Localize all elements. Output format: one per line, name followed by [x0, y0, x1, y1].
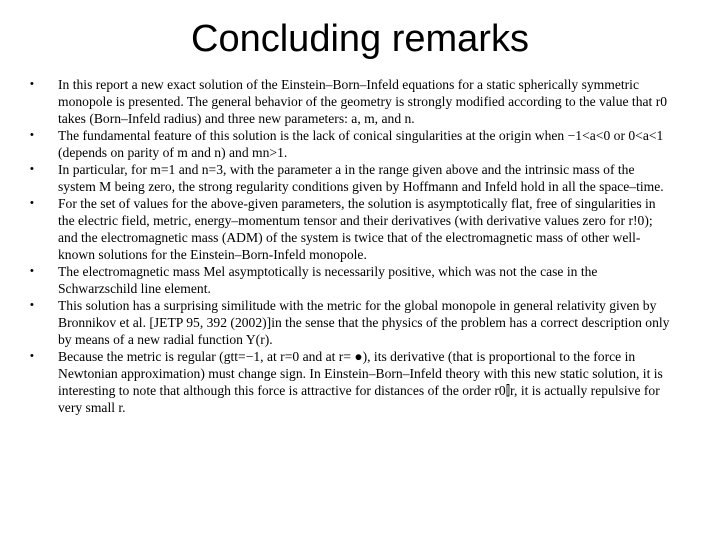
bullet-text: Because the metric is regular (gtt=−1, at r=0 and at r= ●), its derivative (that is proportional to the force in Newtonian approximation) must change sign. In Einstein–Born–Infeld theory with this new static solution, it is interesting to note that although this force is attractive for distances of the order r0⫿r, it is actually repulsive for very small r. [58, 349, 663, 415]
bullet-item [30, 348, 675, 416]
bullet-list [30, 76, 675, 416]
bullet-text: In this report a new exact solution of the Einstein–Born–Infeld equations for a static spherically symmetric monopole is presented. The general behavior of the geometry is strongly modified according to the value that r0 takes (Born–Infeld radius) and three new parameters: a, m, and n. [58, 77, 668, 126]
bullet-icon: • [30, 350, 34, 362]
bullet-text: The electromagnetic mass Mel asymptotically is necessarily positive, which was not the case in the Schwarzschild line element. [58, 264, 598, 296]
bullet-icon: • [30, 129, 34, 141]
bullet-icon: • [30, 197, 34, 209]
bullet-item [30, 76, 675, 127]
bullet-text: The fundamental feature of this solution is the lack of conical singularities at the origin when −1<a<0 or 0<a<1 (depends on parity of m and n) and mn>1. [58, 128, 664, 160]
bullet-text: For the set of values for the above-given parameters, the solution is asymptotically flat, free of singularities in the electric field, metric, energy–momentum tensor and their derivatives (with derivative values zero for r!0); and the electromagnetic mass (ADM) of the system is twice that of the electromagnetic mass of other well-known solutions for the Einstein–Born-Infeld monopole. [58, 196, 656, 262]
bullet-item [30, 161, 675, 195]
bullet-icon: • [30, 265, 34, 277]
bullet-icon: • [30, 163, 34, 175]
bullet-item [30, 263, 675, 297]
bullet-text: This solution has a surprising similitude with the metric for the global monopole in general relativity given by Bronnikov et al. [JETP 95, 392 (2002)]in the sense that the physics of the problem has a correct description only by means of a new radial function Y(r). [58, 298, 670, 347]
bullet-text: In particular, for m=1 and n=3, with the parameter a in the range given above and the intrinsic mass of the system M being zero, the strong regularity conditions given by Hoffmann and Infeld hold in all the space–time. [58, 162, 664, 194]
bullet-item [30, 297, 675, 348]
bullet-icon: • [30, 299, 34, 311]
bullet-item [30, 127, 675, 161]
bullet-icon: • [30, 78, 34, 90]
slide-title: Concluding remarks [191, 18, 529, 60]
bullet-item [30, 195, 675, 263]
